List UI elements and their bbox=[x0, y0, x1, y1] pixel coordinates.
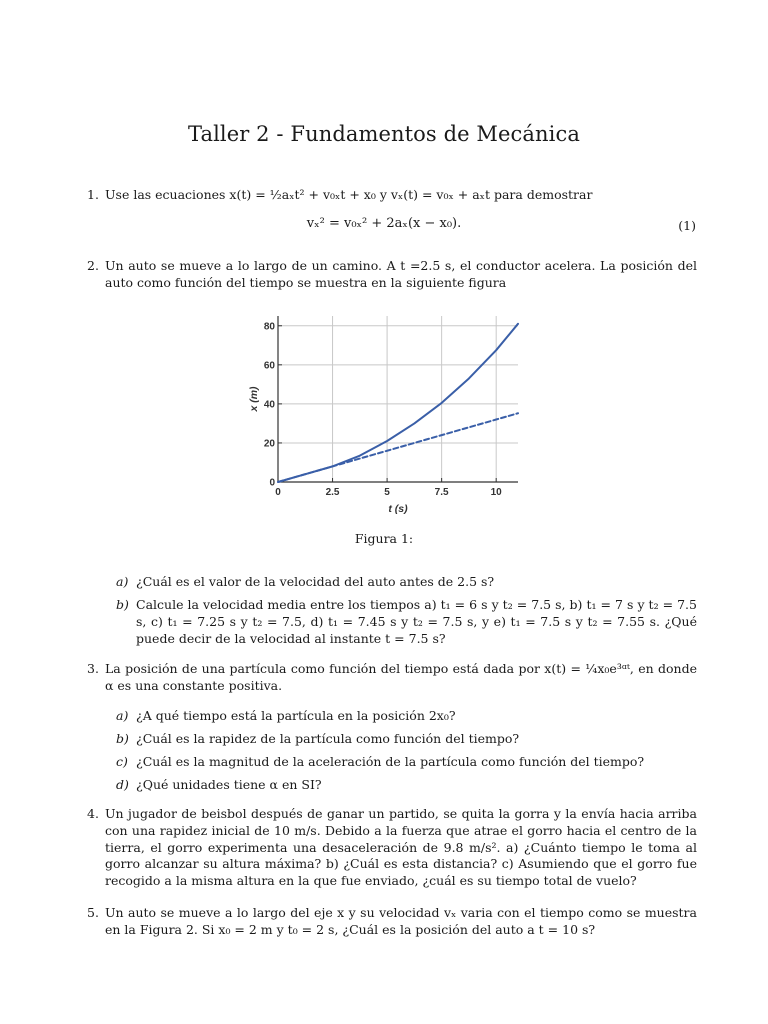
y-tick-label: 20 bbox=[263, 438, 275, 450]
subitem-text: ¿Cuál es la rapidez de la partícula como función del tiempo? bbox=[136, 731, 520, 746]
item-2-text: Un auto se mueve a lo largo de un camino. A t =2.5 s, el conductor acelera. La posición del auto como función del tiempo se muestra en la siguiente figura bbox=[105, 258, 697, 290]
subitem-label: a) bbox=[116, 574, 129, 589]
y-tick-label: 0 bbox=[269, 477, 275, 489]
item-1-text: Use las ecuaciones x(t) = ½aₓt² + v₀ₓt + x₀ y vₓ(t) = v₀ₓ + aₓt para demostrar bbox=[105, 187, 593, 202]
item-4-text: Un jugador de beisbol después de ganar un partido, se quita la gorra y la envía hacia arriba con una rapidez inicial de 10 m/s. Debido a la fuerza que atrae el gorro hacia el centro de la tierra, el gorro experimenta una desaceleración de 9.8 m/s². a) ¿Cuánto tiempo le toma al gorro alcanzar su altura máxima? b) ¿Cuál es esta distancia? c) Asumiendo que el gorro fue recogido a la misma altura en la que fue enviado, ¿cuál es su tiempo total de vuelo? bbox=[105, 806, 697, 889]
x-tick-label: 5 bbox=[384, 487, 390, 498]
item-number: 2. bbox=[87, 258, 99, 273]
x-axis-label: t (s) bbox=[388, 503, 408, 515]
x-tick-label: 0 bbox=[275, 487, 281, 498]
subitem-label: b) bbox=[116, 597, 129, 612]
y-tick-label: 40 bbox=[263, 399, 275, 411]
series-line-dashed bbox=[278, 413, 518, 482]
subitem-label: b) bbox=[116, 731, 129, 746]
series-line-solid bbox=[278, 324, 518, 482]
subitem-text: Calcule la velocidad media entre los tiempos a) t₁ = 6 s y t₂ = 7.5 s, b) t₁ = 7 s y t₂ = 7.5 s, c) t₁ = 7.25 s y t₂ = 7.5, d) t₁ = 7.45 s y t₂ = 7.5 s, y e) t₁ = 7.5 s y t₂ = 7.55 s. ¿Qué puede decir de la velocidad al instante t = 7.5 s? bbox=[136, 597, 697, 646]
item-number: 3. bbox=[87, 661, 99, 676]
y-tick-label: 60 bbox=[263, 360, 275, 372]
y-tick-label: 80 bbox=[263, 321, 275, 333]
x-tick-label: 7.5 bbox=[434, 487, 449, 498]
subitem-label: d) bbox=[116, 777, 129, 792]
item-number: 1. bbox=[87, 187, 99, 202]
subitem-text: ¿Cuál es el valor de la velocidad del auto antes de 2.5 s? bbox=[136, 574, 495, 589]
position-time-chart bbox=[244, 304, 544, 520]
subitem-text: ¿A qué tiempo está la partícula en la posición 2x₀? bbox=[136, 708, 456, 723]
equation-number: (1) bbox=[678, 218, 696, 233]
item-3-text: La posición de una partícula como función del tiempo está dada por x(t) = ¼x₀e³ᵅᵗ, en donde α es una constante positiva. bbox=[105, 661, 697, 693]
x-tick-label: 2.5 bbox=[325, 487, 340, 498]
subitem-label: c) bbox=[116, 754, 128, 769]
y-axis-label: x (m) bbox=[248, 386, 260, 412]
subitem-label: a) bbox=[116, 708, 129, 723]
item-number: 4. bbox=[87, 806, 99, 821]
item-number: 5. bbox=[87, 905, 99, 920]
x-tick-label: 10 bbox=[490, 487, 502, 498]
item-5-text: Un auto se mueve a lo largo del eje x y su velocidad vₓ varia con el tiempo como se muestra en la Figura 2. Si x₀ = 2 m y t₀ = 2 s, ¿Cuál es la posición del auto a t = 10 s? bbox=[105, 905, 697, 937]
subitem-text: ¿Cuál es la magnitud de la aceleración de la partícula como función del tiempo? bbox=[136, 754, 645, 769]
subitem-text: ¿Qué unidades tiene α en SI? bbox=[136, 777, 322, 792]
figure-caption: Figura 1: bbox=[354, 531, 414, 546]
equation: vₓ² = v₀ₓ² + 2aₓ(x − x₀). bbox=[306, 216, 462, 231]
page-title: Taller 2 - Fundamentos de Mecánica bbox=[188, 122, 580, 146]
